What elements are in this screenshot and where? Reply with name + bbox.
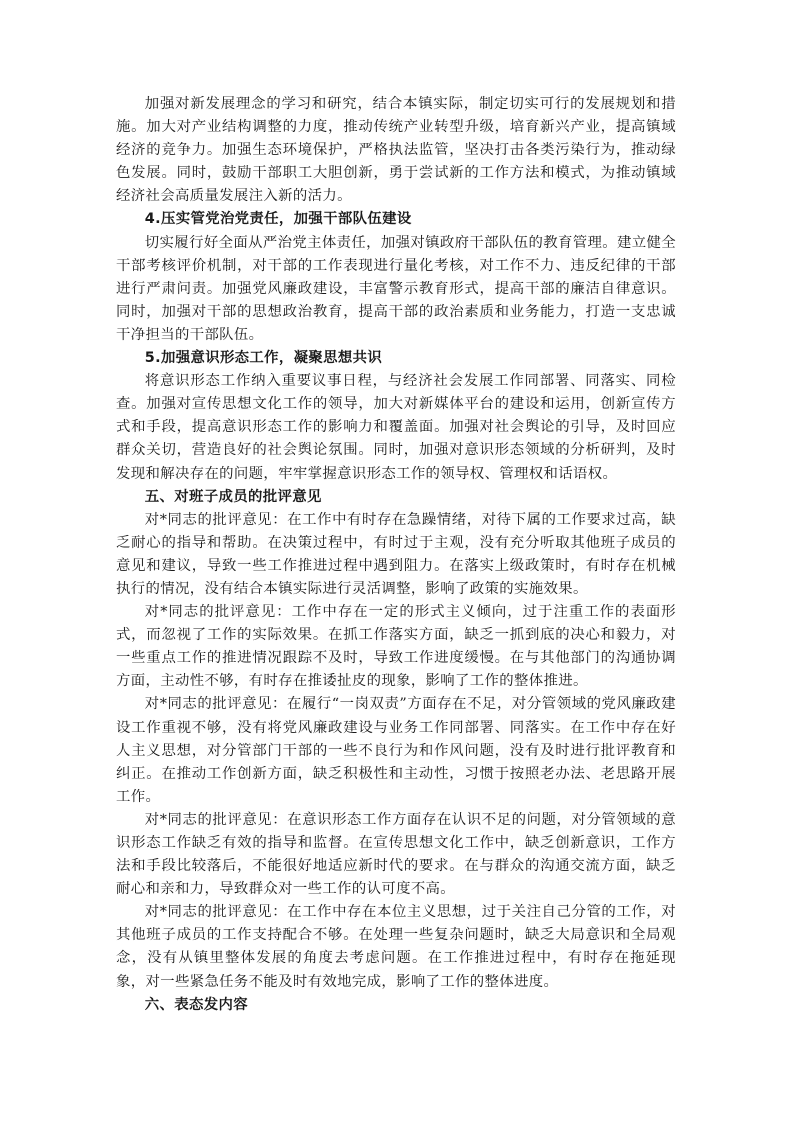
heading-ideology: 5.加强意识形态工作，凝聚思想共识 <box>144 350 383 367</box>
paragraph-criticism-5: 对*同志的批评意见：在工作中存在本位主义思想，过于关注自己分管的工作，对其他班子成员的工作支持配合不够。在处理一些复杂问题时，缺乏大局意识和全局观念，没有从镇里整体发展的角度去考虑问题。在工作推进过程中，有时存在拖延现象，对一些紧急任务不能及时有效地完成，影响了工作的整体进度。 <box>116 904 676 990</box>
paragraph-cadre-team: 切实履行好全面从严治党主体责任，加强对镇政府干部队伍的教育管理。建立健全干部考核评价机制，对干部的工作表现进行量化考核，对工作不力、违反纪律的干部进行严肃问责。加强党风廉政建设，丰富警示教育形式，提高干部的廉洁自律意识。同时，加强对干部的思想政治教育，提高干部的政治素质和业务能力，打造一支忠诚干净担当的干部队伍。 <box>116 234 676 343</box>
paragraph-criticism-1: 对*同志的批评意见：在工作中有时存在急躁情绪，对待下属的工作要求过高，缺乏耐心的指导和帮助。在决策过程中，有时过于主观，没有充分听取其他班子成员的意见和建议，导致一些工作推进过程中遇到阻力。在落实上级政策时，有时存在机械执行的情况，没有结合本镇实际进行灵活调整，影响了政策的实施效果。 <box>116 511 676 597</box>
paragraph-criticism-2: 对*同志的批评意见：工作中存在一定的形式主义倾向，过于注重工作的表面形式，而忽视了工作的实际效果。在抓工作落实方面，缺乏一抓到底的决心和毅力，对一些重点工作的推进情况跟踪不及时，导致工作进度缓慢。在与其他部门的沟通协调方面，主动性不够，有时存在推诿扯皮的现象，影响了工作的整体推进。 <box>116 604 676 690</box>
paragraph-criticism-4: 对*同志的批评意见：在意识形态工作方面存在认识不足的问题，对分管领域的意识形态工作缺乏有效的指导和监督。在宣传思想文化工作中，缺乏创新意识，工作方法和手段比较落后，不能很好地适应新时代的要求。在与群众的沟通交流方面，缺乏耐心和亲和力，导致群众对一些工作的认可度不高。 <box>116 811 676 898</box>
paragraph-development: 加强对新发展理念的学习和研究，结合本镇实际，制定切实可行的发展规划和措施。加大对产业结构调整的力度，推动传统产业转型升级，培育新兴产业，提高镇域经济的竞争力。加强生态环境保护，严格执法监管，坚决打击各类污染行为，推动绿色发展。同时，鼓励干部职工大胆创新，勇于尝试新的工作方法和模式，为推动镇域经济社会高质量发展注入新的活力。 <box>116 96 676 205</box>
heading-criticism: 五、对班子成员的批评意见 <box>144 488 322 505</box>
heading-statement: 六、表态发内容 <box>144 996 248 1013</box>
document-page <box>116 93 676 1017</box>
heading-party-responsibility: 4.压实管党治党责任，加强干部队伍建设 <box>144 211 412 228</box>
paragraph-criticism-3: 对*同志的批评意见：在履行“一岗双责”方面存在不足，对分管领域的党风廉政建设工作重视不够，没有将党风廉政建设与业务工作同部署、同落实。在工作中存在好人主义思想，对分管部门干部的一些不良行为和作风问题，没有及时进行批评教育和纠正。在推动工作创新方面，缺乏积极性和主动性，习惯于按照老办法、老思路开展工作。 <box>116 696 676 805</box>
paragraph-ideology: 将意识形态工作纳入重要议事日程，与经济社会发展工作同部署、同落实、同检查。加强对宣传思想文化工作的领导，加大对新媒体平台的建设和运用，创新宣传方式和手段，提高意识形态工作的影响力和覆盖面。加强对社会舆论的引导，及时回应群众关切，营造良好的社会舆论氛围。同时，加强对意识形态领域的分析研判，及时发现和解决存在的问题，牢牢掌握意识形态工作的领导权、管理权和话语权。 <box>116 373 676 482</box>
